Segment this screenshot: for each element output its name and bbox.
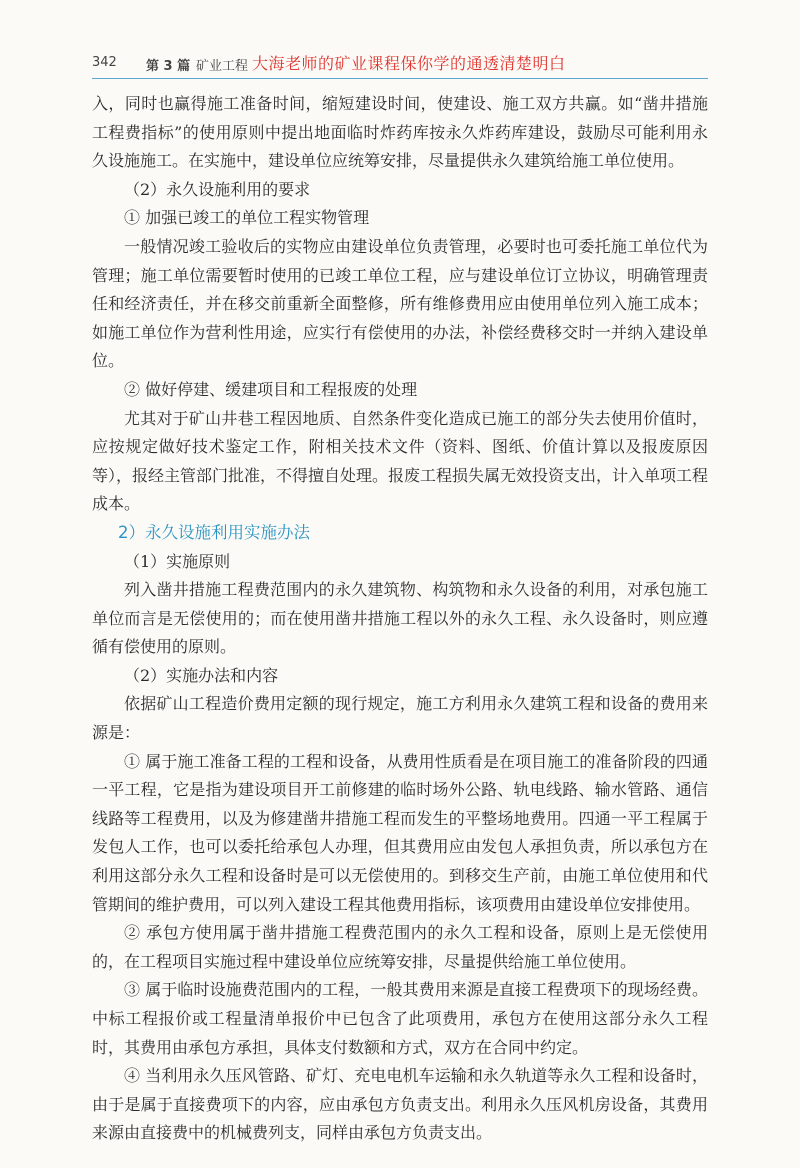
page-header [92,50,708,76]
list-item-heading: ① 加强已竣工的单位工程实物管理 [124,208,370,228]
paragraph: 列入凿井措施工程费范围内的永久建筑物、构筑物和永久设备的利用，对承包施工单位而言是无偿使用的；而在使用凿井措施工程以外的永久工程、永久设备时，则应遵循有偿使用的原则。 [92,580,708,657]
page-number: 342 [92,55,117,70]
subheading: （2）实施办法和内容 [124,665,279,685]
list-item: ② 承包方使用属于凿井措施工程费范围内的永久工程和设备，原则上是无偿使用的，在工程项目实施过程中建设单位应统筹安排，尽量提供给施工单位使用。 [92,923,708,971]
subheading: （1）实施原则 [124,551,231,571]
subheading: （2）永久设施利用的要求 [124,179,311,199]
chapter-label: 矿业工程 [196,59,249,74]
paragraph: 依据矿山工程造价费用定额的现行规定，施工方利用永久建筑工程和设备的费用来源是： [92,694,708,743]
paragraph: 尤其对于矿山井巷工程因地质、自然条件变化造成已施工的部分失去使用价值时，应按规定做好技术鉴定工作，附相关技术文件（资料、图纸、价值计算以及报废原因等），报经主管部门批准，不得擅自处理。报废工程损失属无效投资支出，计入单项工程成本。 [92,408,709,514]
list-item: ① 属于施工准备工程的工程和设备，从费用性质看是在项目施工的准备阶段的四通一平工程，它是指为建设项目开工前修建的临时场外公路、轨电线路、输水管路、通信线路等工程费用，以及为修建凿井措施工程而发生的平整场地费用。四通一平工程属于发包人工作，也可以委托给承包人办理，但其费用应由发包人承担负责，所以承包方在利用这部分永久工程和设备时是可以无偿使用的。到移交生产前，由施工单位使用和代管期间的维护费用，可以列入建设工程其他费用指标，该项费用由建设单位安排使用。 [92,751,708,914]
header-divider [92,78,708,79]
watermark-text: 大海老师的矿业课程保你学的通透清楚明白 [252,54,566,73]
paragraph: 入，同时也赢得施工准备时间，缩短建设时间，使建设、施工双方共赢。如“凿井措施工程费指标”的使用原则中提出地面临时炸药库按永久炸药库建设，鼓励尽可能利用永久设施施工。在实施中，建设单位应统筹安排，尽量提供永久建筑给施工单位使用。 [92,94,708,171]
list-item: ④ 当利用永久压风管路、矿灯、充电电机车运输和永久轨道等永久工程和设备时，由于是属于直接费项下的内容，应由承包方负责支出。利用永久压风机房设备，其费用来源由直接费中的机械费列支，同样由承包方负责支出。 [92,1066,708,1143]
page-body [92,90,708,1148]
part-label: 第 3 篇 [146,59,191,74]
section-heading: 2）永久设施利用实施办法 [118,522,310,542]
list-item: ③ 属于临时设施费范围内的工程，一般其费用来源是直接工程费项下的现场经费。中标工程报价或工程量清单报价中已包含了此项费用，承包方在使用这部分永久工程时，其费用由承包方承担，具体支付数额和方式，双方在合同中约定。 [92,980,708,1057]
list-item-heading: ② 做好停建、缓建项目和工程报废的处理 [124,379,418,399]
paragraph: 一般情况竣工验收后的实物应由建设单位负责管理，必要时也可委托施工单位代为管理；施工单位需要暂时使用的已竣工单位工程，应与建设单位订立协议，明确管理责任和经济责任，并在移交前重新全面整修，所有维修费用应由使用单位列入施工成本；如施工单位作为营利性用途，应实行有偿使用的办法，补偿经费移交时一并纳入建设单位。 [92,236,708,371]
